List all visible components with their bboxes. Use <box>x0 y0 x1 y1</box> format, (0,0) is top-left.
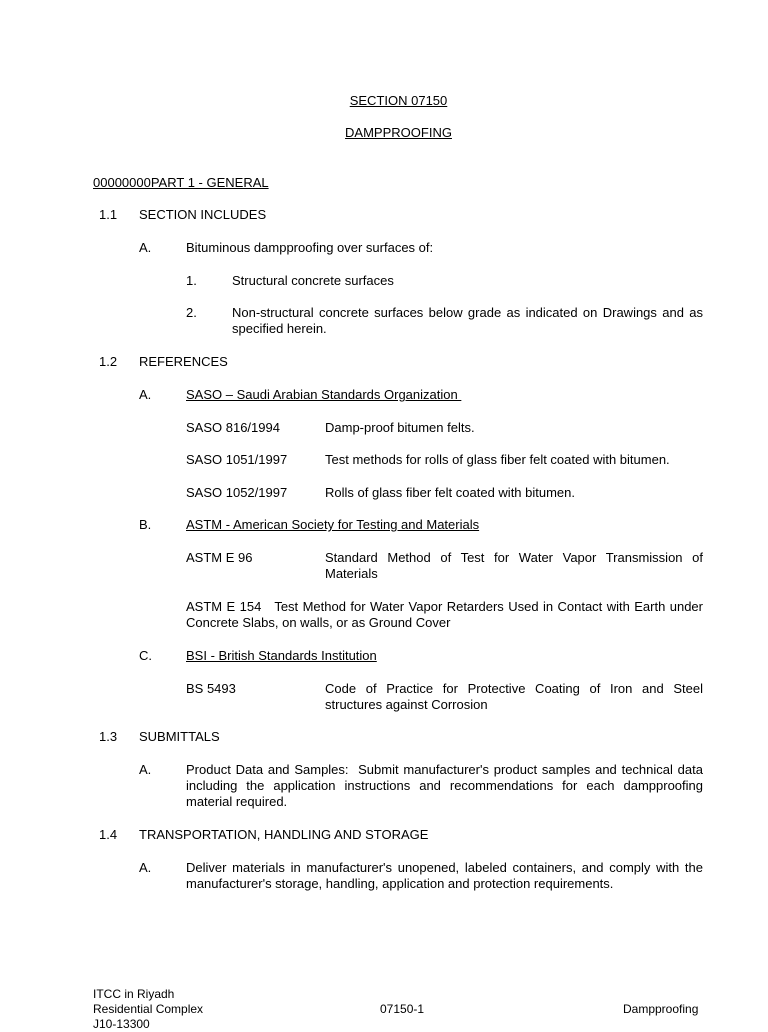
s1-3-title: SUBMITTALS <box>139 729 220 744</box>
s1-3-a-text: Product Data and Samples: Submit manufacturer's product samples and technical data including the application instructions and recommendations for each dampproofing material required. <box>186 762 707 809</box>
footer-complex: Residential Complex <box>93 1002 204 1016</box>
astm-e154-text: ASTM E 154 Test Method for Water Vapor Retarders Used in Contact with Earth under Concrete Slabs, on walls, or as Ground Cover <box>186 599 707 630</box>
s1-1-a-label: A. <box>139 240 152 255</box>
astm-heading: ASTM - American Society for Testing and Materials <box>186 517 480 532</box>
footer-page-number: 07150-1 <box>380 1002 425 1016</box>
s1-1-item1-text: Structural concrete surfaces <box>232 273 394 288</box>
bsi-heading: BSI - British Standards Institution <box>186 648 377 663</box>
s1-2-title: REFERENCES <box>139 354 228 369</box>
s1-1-item2-num: 2. <box>186 305 197 320</box>
astm-e96-code: ASTM E 96 <box>186 550 253 565</box>
s1-2-a-label: A. <box>139 387 152 402</box>
saso-heading: SASO – Saudi Arabian Standards Organization <box>186 387 462 402</box>
saso-1051-code: SASO 1051/1997 <box>186 452 288 467</box>
s1-1-item1-num: 1. <box>186 273 197 288</box>
section-name: DAMPPROOFING <box>345 125 452 140</box>
footer-code: J10-13300 <box>93 1017 150 1031</box>
s1-3-a-label: A. <box>139 762 152 777</box>
part-heading: 00000000PART 1 - GENERAL <box>93 175 269 190</box>
s1-3-number: 1.3 <box>99 729 118 744</box>
footer-section-name: Dampproofing <box>623 1002 699 1016</box>
bs-5493-code: BS 5493 <box>186 681 236 696</box>
saso-1051-desc: Test methods for rolls of glass fiber felt coated with bitumen. <box>325 452 670 467</box>
s1-1-item2-text: Non-structural concrete surfaces below grade as indicated on Drawings and as specified herein. <box>232 305 703 336</box>
s1-4-title: TRANSPORTATION, HANDLING AND STORAGE <box>139 827 429 842</box>
s1-1-a-text: Bituminous dampproofing over surfaces of: <box>186 240 434 255</box>
s1-2-c-label: C. <box>139 648 152 663</box>
s1-4-number: 1.4 <box>99 827 118 842</box>
astm-e96-desc: Standard Method of Test for Water Vapor Transmission of Materials <box>325 550 703 581</box>
saso-816-code: SASO 816/1994 <box>186 420 280 435</box>
section-number: SECTION 07150 <box>349 93 448 108</box>
s1-1-title: SECTION INCLUDES <box>139 207 267 222</box>
saso-816-desc: Damp-proof bitumen felts. <box>325 420 475 435</box>
bs-5493-desc: Code of Practice for Protective Coating of Iron and Steel structures against Corrosion <box>325 681 703 712</box>
s1-4-a-text: Deliver materials in manufacturer's unopened, labeled containers, and comply with the manufacturer's storage, handling, application and protection requirements. <box>186 860 703 891</box>
s1-4-a-label: A. <box>139 860 152 875</box>
saso-1052-desc: Rolls of glass fiber felt coated with bitumen. <box>325 485 576 500</box>
s1-1-number: 1.1 <box>99 207 118 222</box>
s1-2-b-label: B. <box>139 517 152 532</box>
footer-project: ITCC in Riyadh <box>93 987 175 1001</box>
s1-2-number: 1.2 <box>99 354 118 369</box>
saso-1052-code: SASO 1052/1997 <box>186 485 288 500</box>
